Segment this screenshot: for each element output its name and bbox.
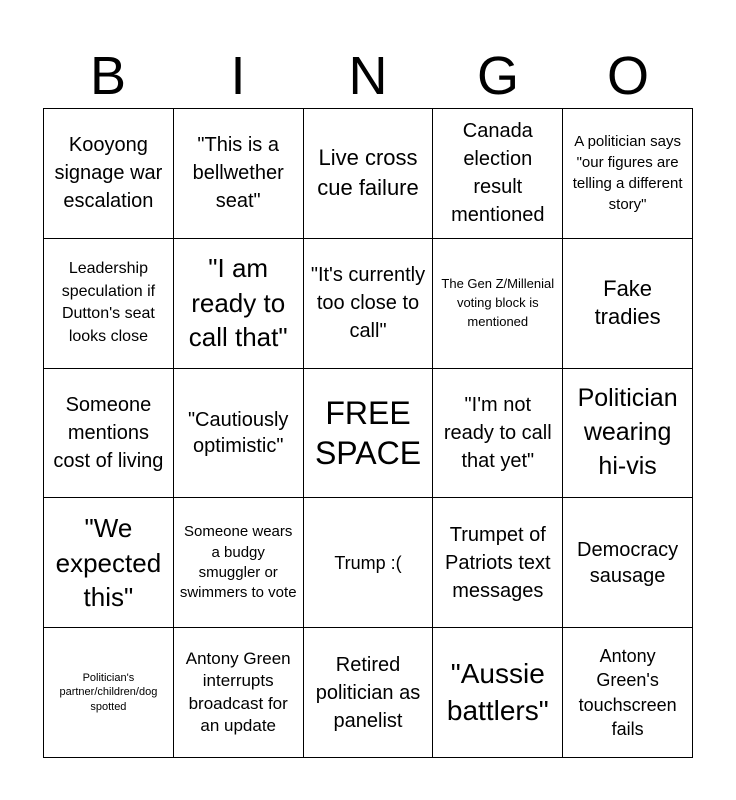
bingo-cell[interactable] (563, 369, 693, 499)
free-space-text: FREE SPACE (314, 394, 422, 471)
bingo-board (43, 108, 693, 758)
bingo-cell[interactable] (174, 109, 304, 239)
bingo-cell[interactable] (433, 109, 563, 239)
bingo-cell[interactable] (563, 628, 693, 758)
bingo-cell[interactable] (44, 369, 174, 499)
bingo-cell[interactable] (174, 498, 304, 628)
cell-text: Canada election result mentioned (451, 120, 545, 227)
cell-text: Leadership speculation if Dutton's seat looks close (61, 260, 156, 345)
bingo-cell[interactable] (304, 109, 434, 239)
cell-text: A politician says "our figures are telling a different story" (572, 133, 683, 214)
bingo-cell[interactable] (174, 239, 304, 369)
bingo-cell[interactable] (44, 498, 174, 628)
bingo-cell[interactable] (563, 239, 693, 369)
cell-text: Fake tradies (594, 275, 661, 330)
cell-text: Antony Green's touchscreen fails (578, 646, 677, 739)
cell-text: Trump :( (334, 552, 402, 573)
bingo-cell[interactable] (433, 628, 563, 758)
bingo-cell[interactable] (563, 498, 693, 628)
cell-text: Someone wears a budgy smuggler or swimmers to vote (179, 523, 297, 602)
cell-text: Antony Green interrupts broadcast for an update (185, 648, 291, 736)
cell-text: "It's currently too close to call" (310, 264, 426, 343)
bingo-cell[interactable] (304, 498, 434, 628)
cell-text: "We expected this" (55, 512, 162, 613)
bingo-cell[interactable] (44, 109, 174, 239)
header-letter-b: B (89, 46, 127, 106)
cell-text: Kooyong signage war escalation (54, 134, 163, 213)
bingo-cell[interactable] (304, 628, 434, 758)
cell-text: Trumpet of Patriots text messages (444, 523, 551, 602)
cell-text: "I'm not ready to call that yet" (443, 393, 552, 472)
free-space-cell[interactable] (304, 369, 434, 499)
bingo-cell[interactable] (174, 369, 304, 499)
bingo-cell[interactable] (433, 239, 563, 369)
header-letter-g: G (476, 46, 519, 106)
cell-text: "This is a bellwether seat" (192, 134, 284, 213)
cell-text: Retired politician as panelist (315, 653, 421, 732)
bingo-cell[interactable] (44, 628, 174, 758)
bingo-cell[interactable] (174, 628, 304, 758)
cell-text: Politician's partner/children/dog spotted (59, 672, 158, 713)
bingo-cell[interactable] (433, 369, 563, 499)
bingo-header (43, 44, 693, 108)
cell-text: Democracy sausage (577, 538, 679, 587)
cell-text: Someone mentions cost of living (53, 393, 164, 472)
cell-text: "Cautiously optimistic" (187, 408, 289, 457)
cell-text: "Aussie battlers" (446, 658, 549, 726)
bingo-cell[interactable] (304, 239, 434, 369)
header-letter-o: O (606, 46, 649, 106)
header-letter-i: I (230, 46, 246, 106)
cell-text: "I am ready to call that" (188, 253, 288, 353)
bingo-cell[interactable] (44, 239, 174, 369)
cell-text: The Gen Z/Millenial voting block is mentioned (441, 275, 555, 329)
bingo-cell[interactable] (563, 109, 693, 239)
cell-text: Live cross cue failure (317, 144, 419, 201)
cell-text: Politician wearing hi-vis (577, 384, 678, 480)
bingo-cell[interactable] (433, 498, 563, 628)
header-letter-n: N (348, 46, 388, 106)
